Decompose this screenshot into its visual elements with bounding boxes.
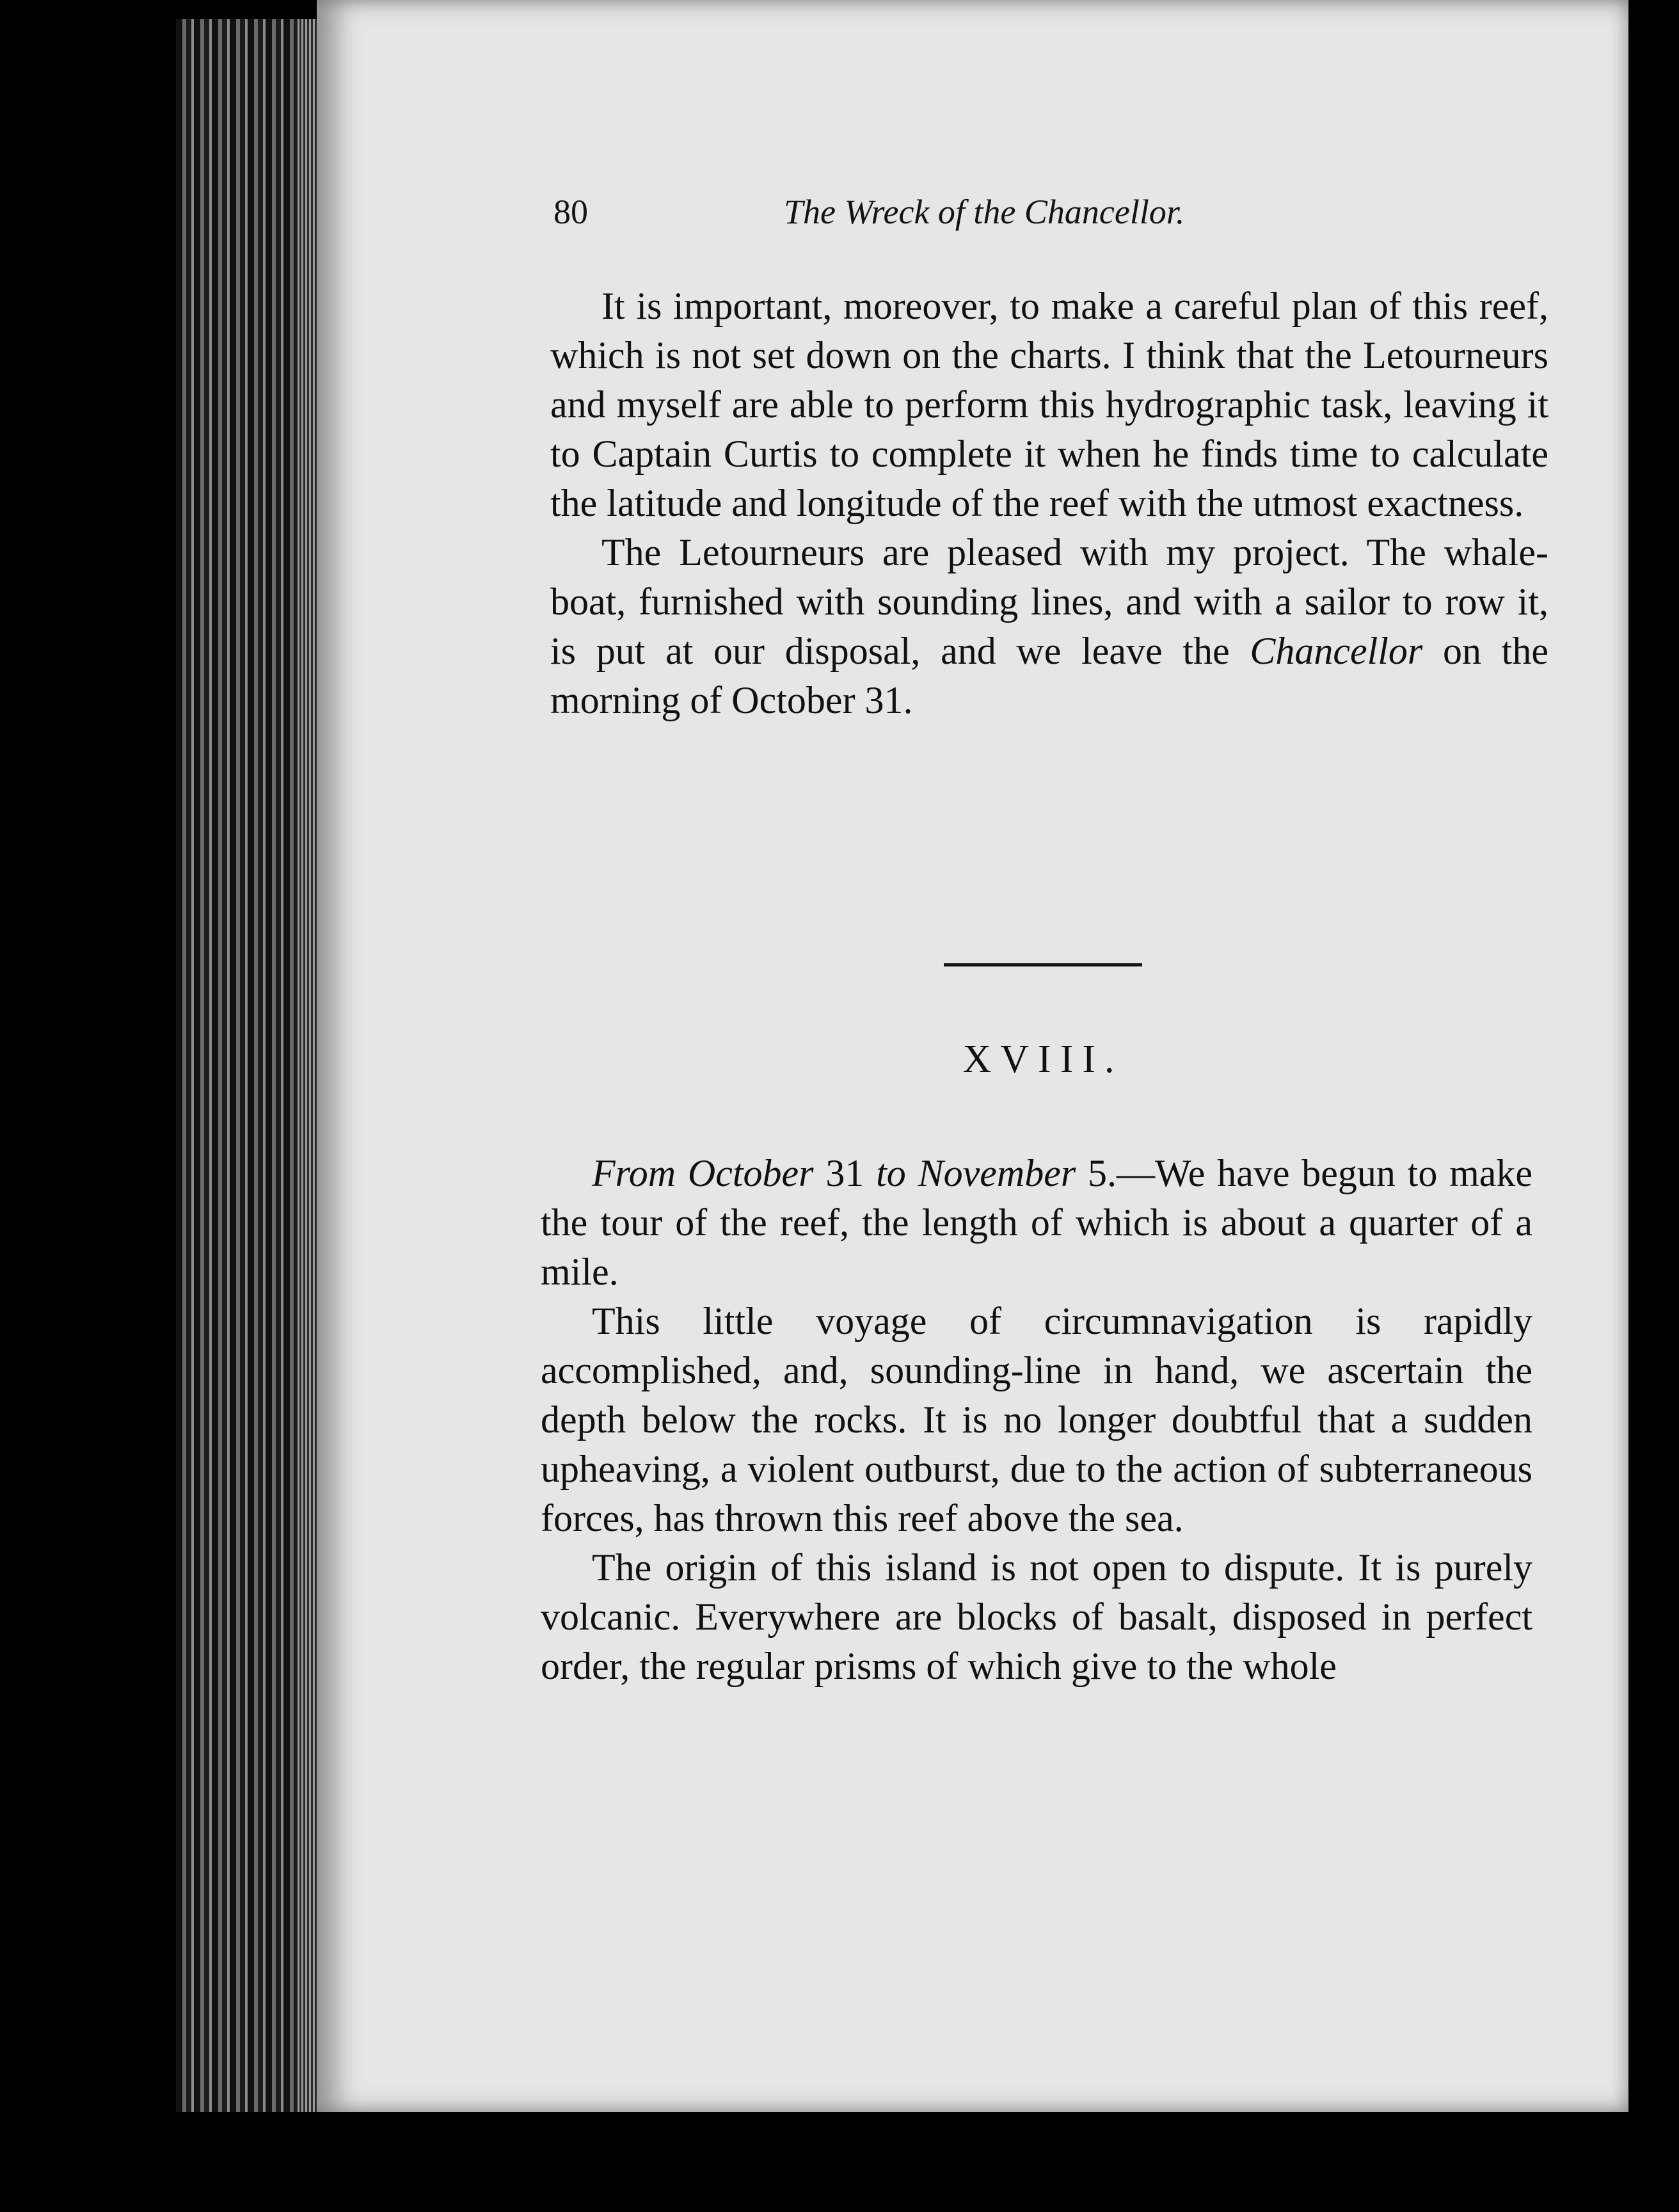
book-page-edges [176,19,323,2119]
date-month-1: October [687,1152,814,1194]
date-prefix-from: From [592,1152,676,1194]
running-head [553,192,1341,243]
chapter-lead-paragraph [541,1149,1532,1297]
scan-border-bottom [176,2112,1679,2212]
date-month-2: November [918,1152,1076,1194]
date-day-1: 31 [825,1152,864,1194]
text-section-b [541,1149,1532,1691]
chapter-lead-text: 5.—We have begun to make the tour of the reef, the length of which is about a quarter of a mile. [541,1152,1533,1293]
paragraph-3: This little voyage of circumnavigation is rapidly accomplished, and, sounding-line in hand, we ascertain the depth below the rocks. It is no longer doubtful that a sudden upheaving, a violent outburst, due to the action of subterraneous forces, has thrown this reef above the sea. [541,1300,1532,1539]
paragraph-2 [550,528,1548,725]
chapter-heading: XVIII. [962,1038,1124,1081]
date-prefix-to: to [876,1152,906,1194]
running-title: The Wreck of the Chancellor. [784,193,1185,231]
paragraph-2-text: The Letourneurs are pleased with my project. The whale-boat, furnished with sounding lines, and with a sailor to row it, is put at our disposal, and we leave the [550,531,1548,672]
paragraph-2-end: on the morning of October 31. [550,630,1548,721]
page-number: 80 [553,193,588,231]
paragraph-4: The origin of this island is not open to dispute. It is purely volcanic. Everywhere are blocks of basalt, disposed in perfect order, the regular prisms of which give to the whole [541,1546,1532,1687]
scan-border-right [1628,0,1679,2212]
section-divider [944,963,1142,966]
text-section-a [550,282,1548,725]
ship-name: Chancellor [1250,630,1423,672]
paragraph-1: It is important, moreover, to make a careful plan of this reef, which is not set down on the charts. I think that the Letourneurs and myself are able to perform this hydrographic task, leaving it to Captain Curtis to complete it when he finds time to calculate the latitude and longitude of the reef with the utmost exactness. [550,285,1548,524]
